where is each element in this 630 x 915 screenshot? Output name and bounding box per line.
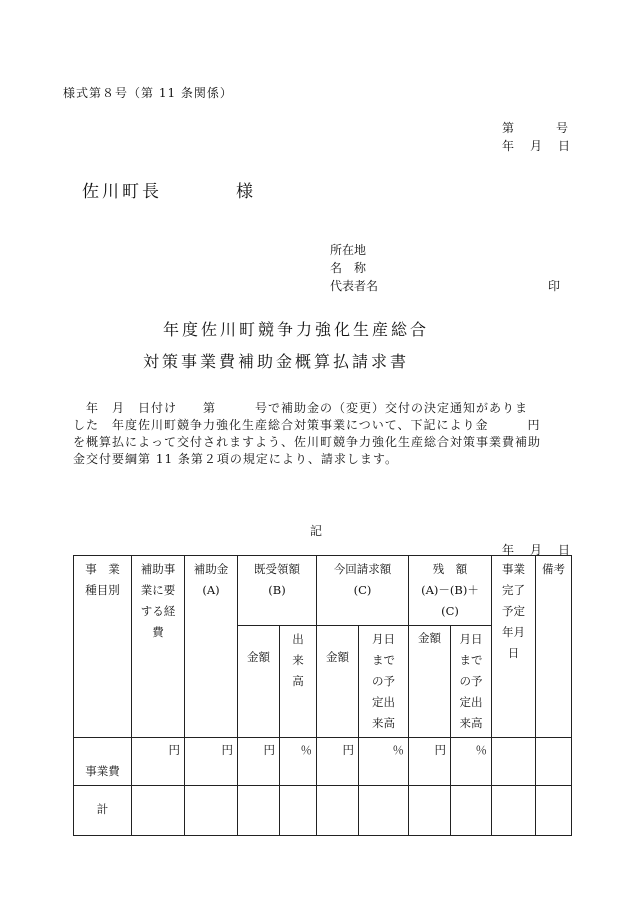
request-planned-unit: ％	[392, 743, 404, 757]
received-output-line1: 出	[292, 632, 304, 646]
total-cell	[409, 786, 451, 836]
balance-planned-line3: の予	[459, 674, 483, 688]
project-cost-cell	[132, 738, 185, 786]
total-cell	[132, 786, 185, 836]
request-planned-line2: まで	[372, 653, 395, 667]
addressee-honorific: 様	[236, 182, 256, 202]
subsidy-cell	[185, 738, 238, 786]
request-planned-header	[359, 626, 409, 738]
document-title-line2: 対策事業費補助金概算払請求書	[143, 352, 410, 371]
addressee	[82, 177, 256, 202]
balance-planned-line1: 月日	[459, 632, 483, 646]
row-project-label: 事業費	[85, 764, 120, 778]
representative-label: 代表者名	[330, 279, 379, 293]
total-cell	[536, 786, 572, 836]
header-completion-line1: 事業	[502, 562, 525, 576]
form-number: 様式第８号（第 11 条関係）	[63, 86, 233, 100]
remarks-cell	[536, 738, 572, 786]
document-title-line1: 年度佐川町競争力強化生産総合	[163, 320, 430, 339]
table-date-year: 年	[502, 543, 515, 557]
balance-planned-unit: ％	[475, 743, 487, 757]
doc-number-prefix: 第	[502, 121, 515, 135]
table-row	[74, 738, 572, 786]
doc-date-month: 月	[530, 139, 543, 153]
request-amount-label: 金額	[326, 650, 349, 664]
body-line-4: 金交付要綱第 11 条第２項の規定により、請求します。	[73, 452, 398, 466]
received-amount-cell	[238, 738, 280, 786]
doc-date-year: 年	[502, 139, 515, 153]
header-balance-line2: (A)－(B)＋(C)	[421, 583, 479, 618]
header-category	[74, 556, 132, 738]
table-date-day: 日	[558, 543, 571, 557]
received-output-header	[280, 626, 317, 738]
header-subsidy	[185, 556, 238, 738]
received-amount-label: 金額	[247, 650, 270, 664]
body-line-2: した 年度佐川町競争力強化生産総合対策事業について、下記により金 円	[73, 418, 541, 432]
total-cell	[238, 786, 280, 836]
header-project-cost-line2: 業に要	[140, 583, 176, 597]
address-label: 所在地	[330, 243, 367, 257]
header-completion-line4: 年月	[502, 625, 525, 639]
header-completion-line2: 完了	[502, 583, 525, 597]
request-planned-line1: 月日	[372, 632, 395, 646]
header-remarks-label: 備考	[542, 562, 565, 576]
request-amount-unit: 円	[342, 743, 354, 757]
received-output-line2: 来	[292, 653, 304, 667]
header-received-line2: (B)	[268, 583, 286, 597]
received-output-cell	[280, 738, 317, 786]
total-cell	[492, 786, 536, 836]
header-balance-line1: 残 額	[432, 562, 468, 576]
addressee-name: 佐川町長	[82, 182, 162, 202]
project-cost-unit: 円	[168, 743, 180, 757]
request-planned-cell	[359, 738, 409, 786]
balance-planned-line5: 来高	[459, 716, 483, 730]
table-row	[74, 786, 572, 836]
row-total-label-cell	[74, 786, 132, 836]
header-received	[238, 556, 317, 626]
received-amount-header	[238, 626, 280, 738]
balance-planned-header	[451, 626, 492, 738]
request-planned-line4: 定出	[372, 695, 395, 709]
body-line-1: 年 月 日付け 第 号で補助金の（変更）交付の決定通知がありま	[73, 401, 529, 415]
header-project-cost	[132, 556, 185, 738]
header-category-line1: 事 業	[85, 562, 120, 576]
request-amount-cell	[317, 738, 359, 786]
header-completion-line3: 予定	[502, 604, 525, 618]
balance-planned-line2: まで	[459, 653, 483, 667]
document-date	[502, 137, 570, 154]
doc-date-day: 日	[558, 139, 571, 153]
name-label: 名 称	[330, 261, 367, 275]
total-cell	[359, 786, 409, 836]
header-subsidy-line2: (A)	[202, 583, 220, 597]
header-current-request-line2: (C)	[353, 583, 372, 597]
received-output-line3: 高	[292, 674, 304, 688]
note-heading: 記	[310, 524, 323, 538]
total-cell	[317, 786, 359, 836]
completion-date-cell	[492, 738, 536, 786]
balance-planned-cell	[451, 738, 492, 786]
expense-table	[73, 555, 572, 836]
balance-amount-cell	[409, 738, 451, 786]
total-cell	[185, 786, 238, 836]
request-planned-line3: の予	[372, 674, 395, 688]
request-body	[73, 400, 575, 468]
received-amount-unit: 円	[263, 743, 275, 757]
body-line-3: を概算払によって交付されますよう、佐川町競争力強化生産総合対策事業費補助	[73, 435, 542, 449]
header-project-cost-line1: 補助事	[140, 562, 176, 576]
header-project-cost-line3: する経	[140, 604, 176, 618]
header-subsidy-line1: 補助金	[193, 562, 229, 576]
balance-amount-label: 金額	[418, 631, 441, 645]
header-received-line1: 既受領額	[254, 562, 300, 576]
header-category-line2: 種目別	[85, 583, 120, 597]
received-output-unit: ％	[300, 743, 312, 757]
seal-mark: 印	[547, 279, 560, 293]
header-project-cost-line4: 費	[152, 625, 164, 639]
header-completion-date	[492, 556, 536, 738]
subsidy-unit: 円	[221, 743, 233, 757]
row-total-label: 計	[96, 802, 109, 816]
header-current-request	[317, 556, 409, 626]
row-project-label-cell	[74, 738, 132, 786]
request-planned-line5: 来高	[372, 716, 395, 730]
header-balance	[409, 556, 492, 626]
total-cell	[280, 786, 317, 836]
balance-planned-line4: 定出	[459, 695, 483, 709]
applicant-block	[330, 241, 560, 295]
header-completion-line5: 日	[507, 646, 520, 660]
representative-row	[330, 277, 560, 295]
header-current-request-line1: 今回請求額	[333, 562, 392, 576]
request-amount-header	[317, 626, 359, 738]
document-number	[502, 119, 568, 136]
doc-number-suffix: 号	[556, 121, 569, 135]
table-date-month: 月	[530, 543, 543, 557]
balance-amount-unit: 円	[434, 743, 446, 757]
total-cell	[451, 786, 492, 836]
balance-amount-header	[409, 626, 451, 738]
header-remarks	[536, 556, 572, 738]
